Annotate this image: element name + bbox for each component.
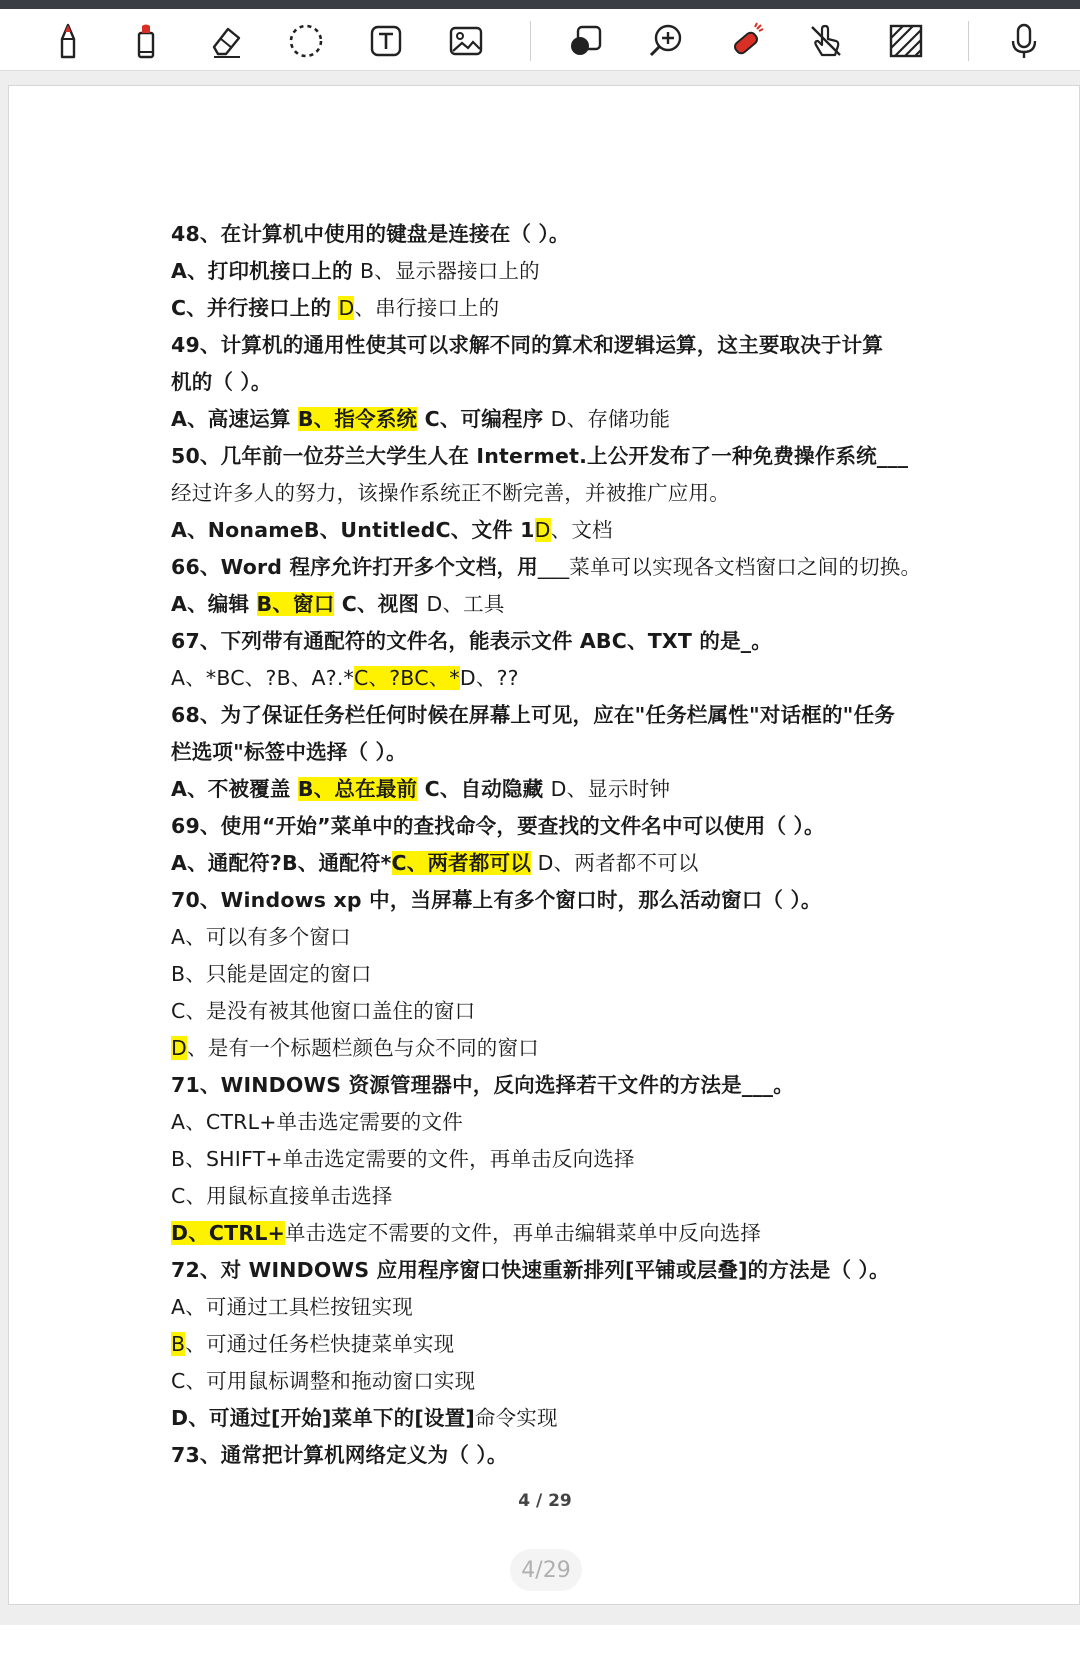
text-run: 71、WINDOWS 资源管理器中，反向选择若干文件的方法是___。 bbox=[171, 1073, 794, 1097]
text-run: 48、在计算机中使用的键盘是连接在（ ）。 bbox=[171, 222, 570, 246]
zoom-tool-button[interactable] bbox=[642, 17, 690, 65]
text-run: A、可以有多个窗口 bbox=[171, 925, 351, 949]
laser-pointer-icon bbox=[726, 21, 766, 61]
document-line bbox=[171, 1215, 951, 1252]
text-run: D、可通过[开始]菜单下的[设置] bbox=[171, 1406, 475, 1430]
text-run: A、CTRL+单击选定需要的文件 bbox=[171, 1110, 463, 1134]
text-run: A、NonameB、UntitledC、文件 1 bbox=[171, 518, 535, 542]
text-run: 66、Word 程序允许打开多个文档，用 bbox=[171, 555, 538, 579]
document-line bbox=[171, 845, 951, 882]
document-line bbox=[171, 216, 951, 253]
document-line bbox=[171, 253, 951, 290]
text-run: B、显示器接口上的 bbox=[360, 259, 540, 283]
document-line bbox=[171, 512, 951, 549]
highlighted-text: C、两者都可以 bbox=[391, 851, 531, 875]
text-run: D、两者都不可以 bbox=[530, 851, 699, 875]
text-run: 50、几年前一位芬兰大学生人在 Intermet.上公开发布了一种免费操作系统___ bbox=[171, 444, 909, 468]
highlighted-text: B bbox=[171, 1332, 186, 1356]
document-line bbox=[171, 1289, 951, 1326]
bottom-area bbox=[0, 1625, 1080, 1672]
document-page[interactable] bbox=[8, 85, 1080, 1605]
text-run: 67、下列带有通配符的文件名，能表示文件 ABC、TXT 的是_。 bbox=[171, 629, 772, 653]
text-run: A、通配符?B、通配符* bbox=[171, 851, 392, 875]
text-run: 、串行接口上的 bbox=[354, 296, 500, 320]
page-indicator[interactable]: 4/29 bbox=[510, 1549, 582, 1591]
highlighter-tool-button[interactable] bbox=[122, 17, 170, 65]
document-line bbox=[171, 401, 951, 438]
highlighted-text: C、?BC、* bbox=[354, 666, 460, 690]
document-line bbox=[171, 438, 951, 475]
text-tool-button[interactable] bbox=[362, 17, 410, 65]
document-line bbox=[171, 697, 951, 734]
document-line bbox=[171, 1437, 951, 1474]
document-line bbox=[171, 290, 951, 327]
document-line bbox=[171, 1030, 951, 1067]
text-run: 69、使用“开始”菜单中的查找命令，要查找的文件名中可以使用（ ）。 bbox=[171, 814, 825, 838]
text-run: B、只能是固定的窗口 bbox=[171, 962, 372, 986]
touch-draw-icon bbox=[806, 21, 846, 61]
eraser-icon bbox=[206, 21, 246, 61]
highlighted-text: D、CTRL+ bbox=[171, 1221, 285, 1245]
text-run: C、可编程序 bbox=[417, 407, 551, 431]
document-line bbox=[171, 993, 951, 1030]
text-run: 49、计算机的通用性使其可以求解不同的算术和逻辑运算，这主要取决于计算 bbox=[171, 333, 884, 357]
text-run: 经过许多人的努力，该操作系统正不断完善，并被推广应用。 bbox=[171, 481, 730, 505]
text-run: A、可通过工具栏按钮实现 bbox=[171, 1295, 413, 1319]
document-line bbox=[171, 475, 951, 512]
text-run: A、打印机接口上的 bbox=[171, 259, 361, 283]
text-box-icon bbox=[366, 21, 406, 61]
text-run: C、可用鼠标调整和拖动窗口实现 bbox=[171, 1369, 476, 1393]
document-line bbox=[171, 623, 951, 660]
toolbar-divider bbox=[968, 21, 969, 61]
lasso-tool-button[interactable] bbox=[282, 17, 330, 65]
document-line bbox=[171, 1252, 951, 1289]
top-status-strip bbox=[0, 0, 1080, 9]
document-line bbox=[171, 549, 951, 586]
document-line bbox=[171, 734, 951, 771]
document-line bbox=[171, 1326, 951, 1363]
text-run: B、SHIFT+单击选定需要的文件，再单击反向选择 bbox=[171, 1147, 635, 1171]
text-run: C、并行接口上的 bbox=[171, 296, 339, 320]
text-run: 70、Windows xp 中，当屏幕上有多个窗口时，那么活动窗口（ ）。 bbox=[171, 888, 822, 912]
image-tool-button[interactable] bbox=[442, 17, 490, 65]
eraser-tool-button[interactable] bbox=[202, 17, 250, 65]
shape-icon bbox=[566, 21, 606, 61]
highlighted-text: D bbox=[534, 518, 551, 542]
text-run: 73、通常把计算机网络定义为（ ）。 bbox=[171, 1443, 508, 1467]
text-run: 68、为了保证任务栏任何时候在屏幕上可见，应在"任务栏属性"对话框的"任务 bbox=[171, 703, 895, 727]
document-line bbox=[171, 1363, 951, 1400]
zoom-icon bbox=[646, 21, 686, 61]
text-run: 、是有一个标题栏颜色与众不同的窗口 bbox=[187, 1036, 539, 1060]
text-run: 机的（ ）。 bbox=[171, 370, 272, 394]
document-text bbox=[171, 216, 951, 1474]
document-line bbox=[171, 1104, 951, 1141]
document-line bbox=[171, 919, 951, 956]
highlighted-text: D bbox=[338, 296, 355, 320]
lasso-icon bbox=[286, 21, 326, 61]
text-run: C、自动隐藏 bbox=[417, 777, 551, 801]
document-line bbox=[171, 586, 951, 623]
document-line bbox=[171, 660, 951, 697]
pen-tool-button[interactable] bbox=[44, 17, 92, 65]
highlighted-text: B、总在最前 bbox=[297, 777, 418, 801]
text-run: A、编辑 bbox=[171, 592, 257, 616]
text-run: C、用鼠标直接单击选择 bbox=[171, 1184, 393, 1208]
text-run: ___菜单可以实现各文档窗口之间的切换。 bbox=[537, 555, 922, 579]
pattern-icon bbox=[886, 21, 926, 61]
document-line bbox=[171, 808, 951, 845]
document-line bbox=[171, 1178, 951, 1215]
document-line bbox=[171, 882, 951, 919]
toolbar-divider bbox=[530, 21, 531, 61]
text-run: D、显示时钟 bbox=[550, 777, 671, 801]
image-icon bbox=[446, 21, 486, 61]
document-line bbox=[171, 771, 951, 808]
shape-tool-button[interactable] bbox=[562, 17, 610, 65]
text-run: D、?? bbox=[459, 666, 519, 690]
text-run: C、是没有被其他窗口盖住的窗口 bbox=[171, 999, 476, 1023]
text-run: A、不被覆盖 bbox=[171, 777, 298, 801]
text-run: 命令实现 bbox=[474, 1406, 558, 1430]
text-run: C、视图 bbox=[334, 592, 427, 616]
highlighter-icon bbox=[126, 21, 166, 61]
touch-draw-button[interactable] bbox=[802, 17, 850, 65]
text-run: D、存储功能 bbox=[550, 407, 671, 431]
laser-pointer-button[interactable] bbox=[722, 17, 770, 65]
microphone-icon bbox=[1004, 21, 1044, 61]
highlighted-text: B、窗口 bbox=[256, 592, 335, 616]
document-line bbox=[171, 1141, 951, 1178]
document-line bbox=[171, 956, 951, 993]
document-line bbox=[171, 1067, 951, 1104]
text-run: 、可通过任务栏快捷菜单实现 bbox=[185, 1332, 455, 1356]
document-line bbox=[171, 327, 951, 364]
page-footer-number: 4 / 29 bbox=[518, 1491, 572, 1511]
text-run: 栏选项"标签中选择（ ）。 bbox=[171, 740, 407, 764]
annotation-toolbar bbox=[0, 9, 1080, 71]
document-line bbox=[171, 364, 951, 401]
text-run: 、文档 bbox=[550, 518, 613, 542]
text-run: A、*BC、?B、A?.* bbox=[171, 666, 355, 690]
pen-icon bbox=[48, 21, 88, 61]
text-run: A、高速运算 bbox=[171, 407, 298, 431]
highlighted-text: B、指令系统 bbox=[297, 407, 418, 431]
text-run: D、工具 bbox=[426, 592, 505, 616]
text-run: 单击选定不需要的文件，再单击编辑菜单中反向选择 bbox=[284, 1221, 762, 1245]
voice-record-button[interactable] bbox=[1000, 17, 1048, 65]
pattern-tool-button[interactable] bbox=[882, 17, 930, 65]
highlighted-text: D bbox=[171, 1036, 187, 1060]
document-line bbox=[171, 1400, 951, 1437]
text-run: 72、对 WINDOWS 应用程序窗口快速重新排列[平铺或层叠]的方法是（ ）。 bbox=[171, 1258, 890, 1282]
